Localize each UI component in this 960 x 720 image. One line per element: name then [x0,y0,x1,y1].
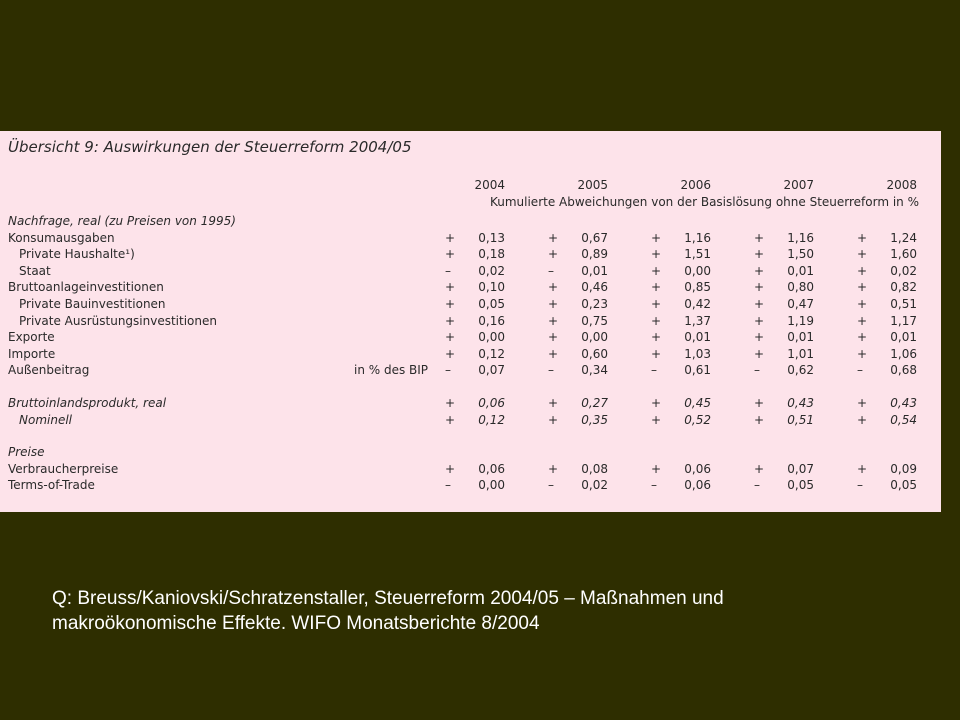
value-sign: + [651,461,662,476]
section-header [0,445,941,462]
value-sign: + [857,263,868,278]
table-row [0,231,941,248]
value-number: 1,60 [890,247,917,262]
value-sign: + [445,313,456,328]
value-sign: + [857,297,868,311]
value-sign: + [445,280,456,295]
value-number: 1,19 [787,313,814,328]
value-sign: + [548,412,559,427]
value-sign: + [651,230,662,245]
value-sign: – [548,478,554,493]
value-sign: + [445,247,456,262]
value-number: 0,68 [890,363,917,378]
row-label: Verbraucherpreise [8,461,119,476]
value-number: 0,82 [890,280,917,295]
value-number: 0,02 [581,478,608,493]
value-number: 0,07 [478,363,505,378]
value-sign: + [857,313,868,328]
value-sign: + [754,297,765,311]
value-number: 0,43 [787,396,814,410]
value-sign: + [445,346,456,361]
value-sign: + [445,461,456,476]
table-row [0,314,941,331]
value-number: 0,34 [581,363,608,378]
row-label: Private Bauinvestitionen [19,297,166,311]
value-sign: – [445,363,451,378]
value-sign: + [857,461,868,476]
caption-line-2: makroökonomische Effekte. WIFO Monatsberichte 8/2004 [52,613,540,634]
source-caption [52,586,932,636]
value-number: 0,08 [581,461,608,476]
value-sign: + [651,346,662,361]
value-number: 0,12 [478,412,505,427]
row-label: Terms-of-Trade [8,478,95,493]
value-number: 0,16 [478,313,505,328]
value-sign: + [548,346,559,361]
value-sign: – [548,363,554,378]
value-number: 0,35 [581,412,608,427]
value-number: 1,17 [890,313,917,328]
value-sign: + [548,230,559,245]
value-sign: + [548,396,559,410]
row-unit: in % des BIP [354,363,429,378]
value-sign: + [857,330,868,345]
value-number: 0,06 [684,461,711,476]
caption-line-1: Q: Breuss/Kaniovski/Schratzenstaller, Steuerreform 2004/05 – Maßnahmen und [52,588,724,609]
value-sign: + [857,247,868,262]
value-sign: + [651,297,662,311]
value-number: 0,00 [478,478,505,493]
value-sign: – [445,478,451,493]
value-sign: + [754,396,765,410]
value-sign: + [548,313,559,328]
value-sign: – [754,363,760,378]
value-sign: + [548,297,559,311]
value-number: 0,05 [890,478,917,493]
value-sign: + [651,396,662,410]
value-sign: + [754,346,765,361]
table-row [0,396,941,413]
value-number: 0,00 [581,330,608,345]
value-sign: + [651,330,662,345]
value-number: 1,01 [787,346,814,361]
value-sign: + [754,247,765,262]
value-sign: + [754,461,765,476]
value-sign: + [445,396,456,410]
value-number: 0,00 [684,263,711,278]
row-label: Private Ausrüstungsinvestitionen [19,313,217,328]
value-sign: + [651,313,662,328]
value-sign: + [651,247,662,262]
value-number: 0,09 [890,461,917,476]
table-row [0,247,941,264]
table-row [0,264,941,281]
table-row [0,413,941,430]
value-number: 0,47 [787,297,814,311]
value-number: 1,37 [684,313,711,328]
value-number: 1,24 [890,230,917,245]
value-sign: – [651,363,657,378]
row-label: Bruttoanlageinvestitionen [8,280,164,295]
table-subheader: Kumulierte Abweichungen von der Basislösung ohne Steuerreform in % [489,195,919,209]
value-sign: + [754,330,765,345]
row-label: Importe [8,346,56,361]
value-number: 1,03 [684,346,711,361]
value-sign: + [857,412,868,427]
value-sign: + [445,230,456,245]
value-sign: + [445,412,456,427]
value-number: 0,80 [787,280,814,295]
year-header: 2004 [474,178,505,192]
value-sign: + [445,330,456,345]
value-sign: + [548,330,559,345]
value-sign: – [857,363,863,378]
value-number: 0,13 [478,230,505,245]
value-number: 0,01 [684,330,711,345]
value-number: 0,75 [581,313,608,328]
value-sign: + [651,263,662,278]
value-number: 0,61 [684,363,711,378]
value-sign: + [857,396,868,410]
value-sign: – [548,263,554,278]
value-number: 0,54 [890,412,917,427]
value-number: 0,52 [684,412,711,427]
value-number: 1,16 [787,230,814,245]
value-sign: + [754,263,765,278]
value-sign: + [754,313,765,328]
value-sign: – [445,263,451,278]
row-label: Exporte [8,330,55,345]
value-number: 0,23 [581,297,608,311]
value-number: 1,50 [787,247,814,262]
table-row [0,478,941,495]
value-sign: + [754,230,765,245]
value-number: 0,46 [581,280,608,295]
row-label: Staat [19,263,51,278]
value-number: 0,06 [478,461,505,476]
value-number: 0,27 [581,396,608,410]
value-number: 0,67 [581,230,608,245]
value-number: 0,89 [581,247,608,262]
value-sign: + [857,346,868,361]
value-sign: + [548,280,559,295]
row-label: Nominell [19,412,72,427]
value-number: 0,06 [684,478,711,493]
row-label: Außenbeitrag [8,363,90,378]
table-row [0,363,941,380]
section-header [0,214,941,231]
value-sign: – [651,478,657,493]
year-header: 2008 [886,178,917,192]
value-number: 0,42 [684,297,711,311]
value-number: 0,18 [478,247,505,262]
value-number: 1,16 [684,230,711,245]
value-number: 0,45 [684,396,711,410]
row-label: Private Haushalte¹) [19,247,135,262]
value-sign: + [857,280,868,295]
value-number: 0,02 [890,263,917,278]
value-sign: + [754,412,765,427]
value-number: 0,07 [787,461,814,476]
value-sign: + [548,247,559,262]
value-sign: + [548,461,559,476]
value-number: 0,60 [581,346,608,361]
table-row [0,280,941,297]
table-row [0,330,941,347]
table-title: Übersicht 9: Auswirkungen der Steuerreform 2004/05 [8,138,412,156]
value-number: 0,85 [684,280,711,295]
value-number: 0,01 [787,263,814,278]
value-number: 0,01 [787,330,814,345]
row-label: Nachfrage, real (zu Preisen von 1995) [8,214,236,228]
table-row [0,462,941,479]
value-number: 0,05 [478,297,505,311]
year-header: 2007 [783,178,814,192]
value-number: 0,12 [478,346,505,361]
value-sign: + [754,280,765,295]
value-number: 0,06 [478,396,505,410]
row-label: Preise [8,445,45,460]
table-image [0,131,941,512]
value-number: 0,01 [890,330,917,345]
row-label: Konsumausgaben [8,230,115,245]
value-sign: + [445,297,456,311]
row-label: Bruttoinlandsprodukt, real [8,396,167,410]
year-header: 2005 [577,178,608,192]
value-sign: – [857,478,863,493]
value-number: 0,01 [581,263,608,278]
value-sign: + [651,412,662,427]
value-number: 0,62 [787,363,814,378]
value-sign: + [651,280,662,295]
value-number: 1,06 [890,346,917,361]
value-sign: – [754,478,760,493]
table-row [0,347,941,364]
value-number: 0,05 [787,478,814,493]
value-number: 1,51 [684,247,711,262]
value-number: 0,10 [478,280,505,295]
value-sign: + [857,230,868,245]
table-row [0,297,941,314]
value-number: 0,43 [890,396,917,410]
value-number: 0,51 [890,297,917,311]
year-header: 2006 [680,178,711,192]
value-number: 0,51 [787,412,814,427]
value-number: 0,02 [478,263,505,278]
value-number: 0,00 [478,330,505,345]
